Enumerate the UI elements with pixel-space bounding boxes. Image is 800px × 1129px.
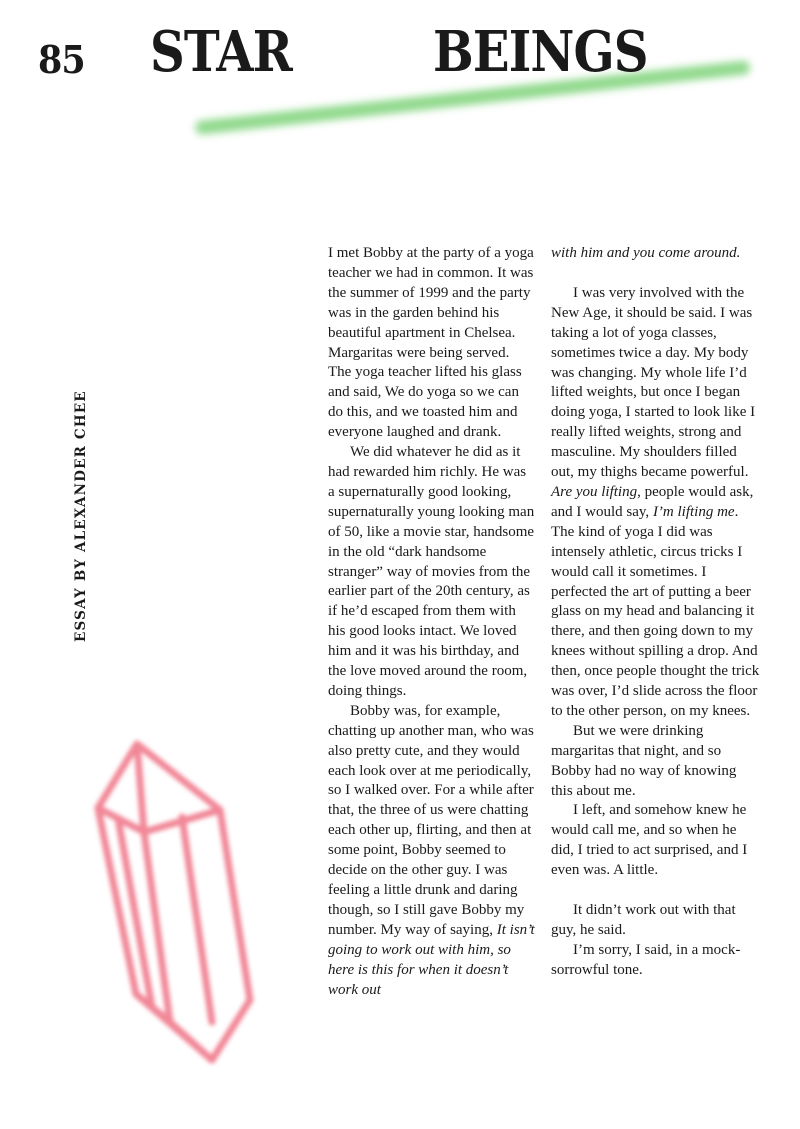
italic-text: It isn’t going to work out with him, so here is this for when it doesn’t work out <box>328 921 535 998</box>
paragraph: I met Bobby at the party of a yoga teacher we had in common. It was the summer of 1999 and the party was in the garden behind his beautiful apartment in Chelsea. Margaritas were being served. The yoga teacher lifted his glass and said, We do yoga so we can do this, and we toasted him and everyone laughed and drank. <box>328 245 534 441</box>
paragraph <box>328 443 536 702</box>
paragraph-text: Bobby was, for example, chatting up another man, who was also pretty cute, and they would each look over at me periodically, so I walked over. For a while after that, the three of us were chatting each other up, flirting, and then at some point, Bobby seemed to decide on the other guy. I was feeling a little drunk and daring though, so I still gave Bobby my number. My way of saying, <box>328 702 534 938</box>
paragraph: It didn’t work out with that guy, he said. <box>551 902 736 938</box>
title-word-star: STAR <box>150 19 292 85</box>
title-word-beings: BEINGS <box>433 19 648 85</box>
italic-text: I’m lifting me <box>652 503 735 520</box>
paragraph: I left, and somehow knew he would call me, and so when he did, I tried to act surprised, and I even was. A little. <box>551 802 748 879</box>
italic-text: with him and you come around. <box>551 245 741 261</box>
italic-text: Are you lifting <box>551 483 638 500</box>
paragraph <box>551 284 761 722</box>
paragraph <box>328 702 536 1001</box>
paragraph <box>551 244 761 264</box>
paragraph-text: We did whatever he did as it had rewarded him richly. He was a supernaturally good looking, supernaturally young looking man of 50, like a movie star, handsome in the old “dark handsome stranger” way of movies from the earlier part of the 20th century, as if he’d escaped from them with his good looks intact. We loved him and it was his birthday, and the love moved around the room, doing things. <box>328 444 535 699</box>
text-column-right <box>551 244 761 981</box>
paragraph-text: , people would ask, and I would say, <box>551 483 754 520</box>
byline: ESSAY BY ALEXANDER CHEE <box>73 390 89 642</box>
pink-crystal-icon <box>82 722 267 1072</box>
paragraph-text: . The kind of yoga I did was intensely athletic, circus tricks I would call it sometimes. I perfected the art of putting a beer glass on my head and balancing it there, and then going down to my knees without spilling a drop. And then, once people thought the trick was over, I’d slide across the floor to the other person, on my knees. <box>551 503 760 719</box>
page-number: 85 <box>38 37 85 82</box>
text-column-left <box>328 244 536 1000</box>
paragraph: I’m sorry, I said, in a mock-sorrowful tone. <box>551 941 741 978</box>
paragraph: But we were drinking margaritas that night, and so Bobby had no way of knowing this about me. <box>551 722 737 799</box>
paragraph-text: I was very involved with the New Age, it should be said. I was taking a lot of yoga classes, sometimes twice a day. My body was changing. My whole life I’d lifted weights, but once I began doing yoga, I started to look like I really lifted weights, strong and masculine. My shoulders filled out, my thighs became powerful. <box>551 284 756 481</box>
